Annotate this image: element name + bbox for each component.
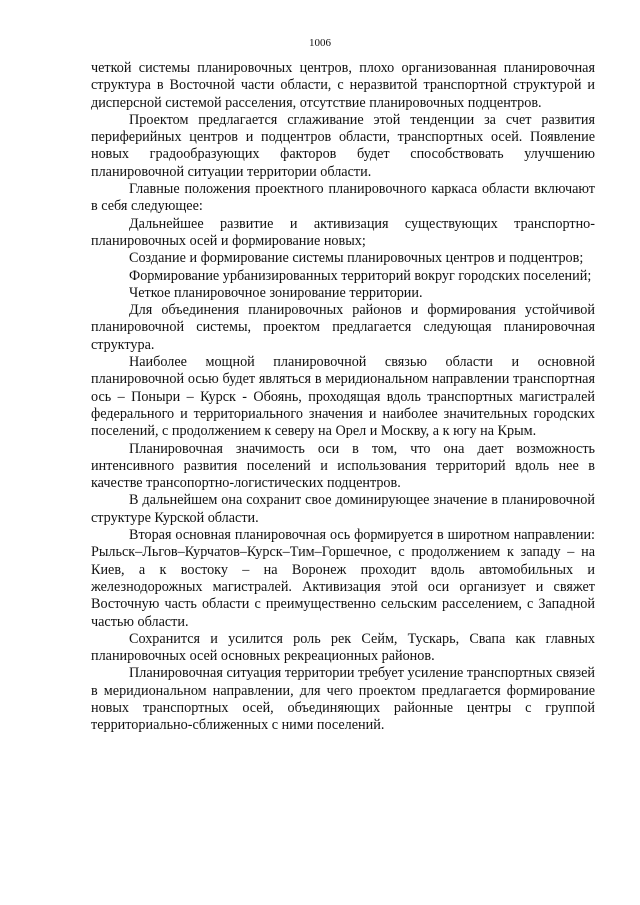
document-body [91,60,595,735]
list-item: Четкое планировочное зонирование территории. [129,284,423,301]
list-item: Формирование урбанизированных территорий вокруг городских поселений; [129,267,592,284]
paragraph: Планировочная ситуация территории требует усиление транспортных связей в меридиональном направлении, для чего проектом предлагается формирование новых транспортных осей, объединяющих районные центры с группой территориально-сближенных с ними поселений. [91,665,595,734]
paragraph: Планировочная значимость оси в том, что она дает возможность интенсивного развития поселений и использования территорий вдоль нее в качестве трансопортно-логистических подцентров. [91,440,595,492]
paragraph: четкой системы планировочных центров, плохо организованная планировочная структура в Восточной части области, с неразвитой транспортной структурой и дисперсной системой расселения, отсутствие планировочных подцентров. [91,60,595,111]
page-number: 1006 [309,37,331,49]
paragraph: Проектом предлагается сглаживание этой тенденции за счет развития периферийных центров и подцентров области, транспортных осей. Появление новых градообразующих факторов будет способствовать улучшению планировочной ситуации территории области. [91,111,595,180]
list-item: Создание и формирование системы планировочных центров и подцентров; [129,250,584,267]
paragraph: Вторая основная планировочная ось формируется в широтном направлении: Рыльск–Льгов–Курчатов–Курск–Тим–Горшечное, с продолжением к западу – на Киев, а к востоку – на Воронеж проходит вдоль автомобильных и железнодорожных магистралей. Активизация этой оси организует и свяжет Восточную часть области с преимущественно сельским расселением, с Западной частью области. [91,527,595,630]
paragraph: Для объединения планировочных районов и формирования устойчивой планировочной системы, проектом предлагается следующая планировочная структура. [91,302,595,353]
paragraph: Наиболее мощной планировочной связью области и основной планировочной осью будет являться в меридиональном направлении транспортная ось – Поныри – Курск - Обоянь, проходящая вдоль транспортных магистралей федерального и территориального значения и наиболее значительных городских поселений, с продолжением к северу на Орел и Москву, а к югу на Крым. [91,354,595,440]
paragraph: Сохранится и усилится роль рек Сейм, Тускарь, Свапа как главных планировочных осей основных рекреационных районов. [91,630,595,665]
paragraph: Главные положения проектного планировочного каркаса области включают в себя следующее: [91,181,595,215]
list-item: Дальнейшее развитие и активизация существующих транспортно-планировочных осей и формирование новых; [91,215,595,249]
paragraph: В дальнейшем она сохранит свое доминирующее значение в планировочной структуре Курской области. [91,492,595,526]
